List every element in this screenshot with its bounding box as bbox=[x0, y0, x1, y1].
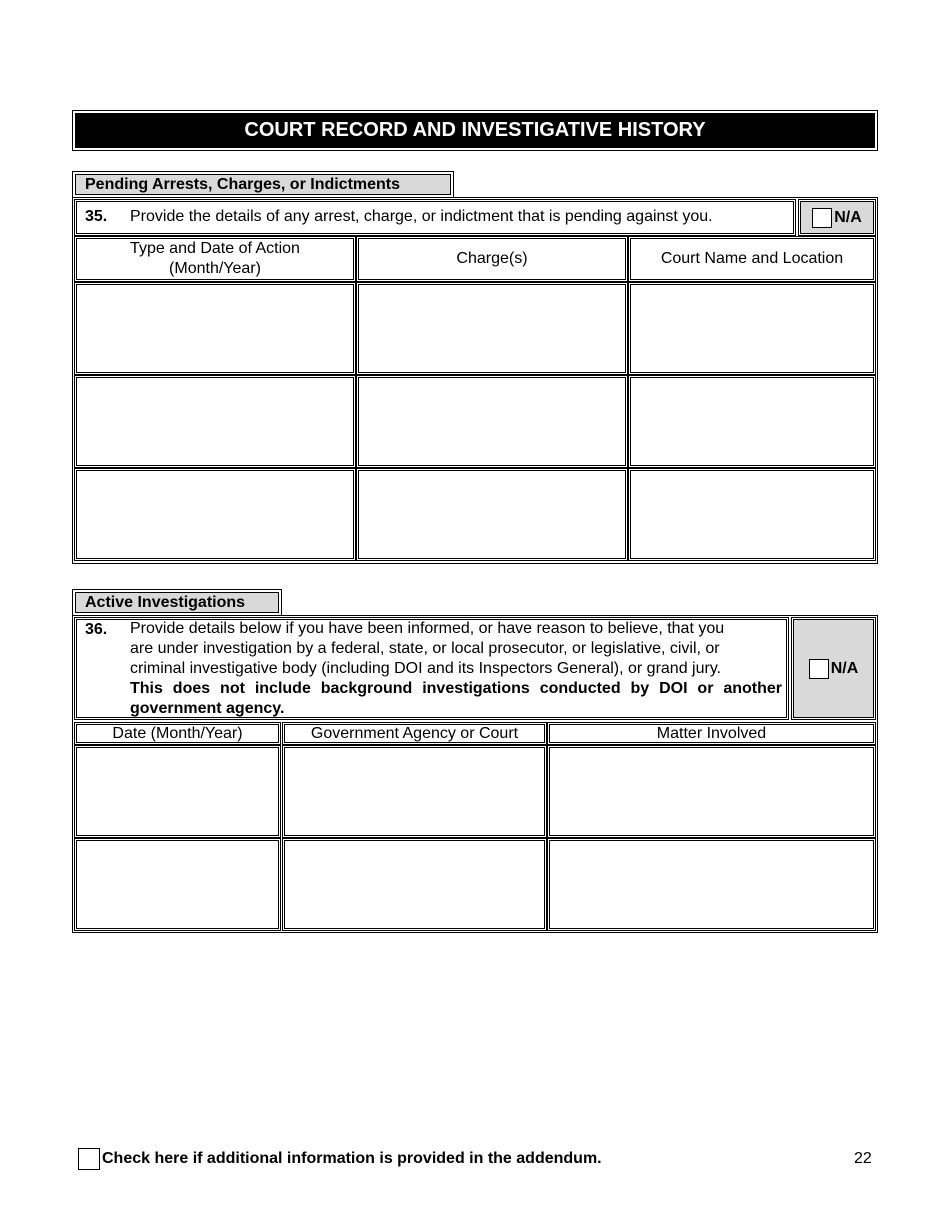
page-number: 22 bbox=[854, 1150, 872, 1167]
question-35-na-label: N/A bbox=[834, 208, 862, 226]
question-36-na-checkbox[interactable] bbox=[809, 659, 829, 679]
question-35-row bbox=[76, 201, 794, 234]
table-cell-row1-type-date[interactable] bbox=[76, 284, 354, 373]
table-cell-row2-charges[interactable] bbox=[358, 377, 626, 466]
table-cell-row3-charges[interactable] bbox=[358, 470, 626, 559]
question-36-text-line3: criminal investigative body (including DOI and its Inspectors General), or grand jury. bbox=[130, 660, 722, 677]
question-36-number: 36. bbox=[85, 621, 108, 638]
question-35-number: 35. bbox=[85, 208, 108, 225]
column-header-agency: Government Agency or Court bbox=[284, 724, 545, 743]
table-cell-row3-type-date[interactable] bbox=[76, 470, 354, 559]
addendum-row bbox=[78, 1148, 602, 1170]
section-label-investigations-text: Active Investigations bbox=[75, 592, 279, 613]
question-36-text-line1: Provide details below if you have been informed, or have reason to believe, that you bbox=[130, 620, 725, 637]
question-36-text bbox=[130, 619, 782, 719]
table-cell-row2-type-date[interactable] bbox=[76, 377, 354, 466]
column-header-court: Court Name and Location bbox=[630, 238, 874, 280]
column-header-matter: Matter Involved bbox=[549, 724, 874, 743]
question-36-row bbox=[76, 619, 787, 718]
question-36-na-box bbox=[793, 619, 874, 718]
column-header-type-date-line1: Type and Date of Action bbox=[130, 240, 300, 257]
table-cell-inv-row1-date[interactable] bbox=[76, 747, 279, 836]
table-cell-row1-charges[interactable] bbox=[358, 284, 626, 373]
table-cell-inv-row1-matter[interactable] bbox=[549, 747, 874, 836]
question-35-na-box bbox=[800, 201, 874, 234]
section-label-pending bbox=[72, 171, 454, 198]
page-title: COURT RECORD AND INVESTIGATIVE HISTORY bbox=[75, 113, 875, 148]
column-header-type-date bbox=[76, 238, 354, 280]
page-title-bar bbox=[72, 110, 878, 151]
question-36-bold-note: This does not include background investigations conducted by DOI or another government agency. bbox=[130, 680, 782, 717]
table-cell-inv-row2-matter[interactable] bbox=[549, 840, 874, 929]
question-35-na-checkbox[interactable] bbox=[812, 208, 832, 228]
section-label-pending-text: Pending Arrests, Charges, or Indictments bbox=[75, 174, 451, 195]
question-35-text: Provide the details of any arrest, charge, or indictment that is pending against you. bbox=[130, 208, 713, 225]
table-cell-row1-court[interactable] bbox=[630, 284, 874, 373]
table-cell-row2-court[interactable] bbox=[630, 377, 874, 466]
addendum-checkbox[interactable] bbox=[78, 1148, 100, 1170]
table-cell-row3-court[interactable] bbox=[630, 470, 874, 559]
table-cell-inv-row2-agency[interactable] bbox=[284, 840, 545, 929]
column-header-date: Date (Month/Year) bbox=[76, 724, 279, 743]
section-label-investigations bbox=[72, 589, 282, 616]
addendum-text: Check here if additional information is provided in the addendum. bbox=[102, 1150, 602, 1167]
column-header-type-date-line2: (Month/Year) bbox=[169, 260, 261, 277]
table-cell-inv-row1-agency[interactable] bbox=[284, 747, 545, 836]
column-header-charges: Charge(s) bbox=[358, 238, 626, 280]
question-36-text-line2: are under investigation by a federal, state, or local prosecutor, or legislative, civil, or bbox=[130, 640, 720, 657]
table-cell-inv-row2-date[interactable] bbox=[76, 840, 279, 929]
question-36-na-label: N/A bbox=[830, 659, 859, 677]
